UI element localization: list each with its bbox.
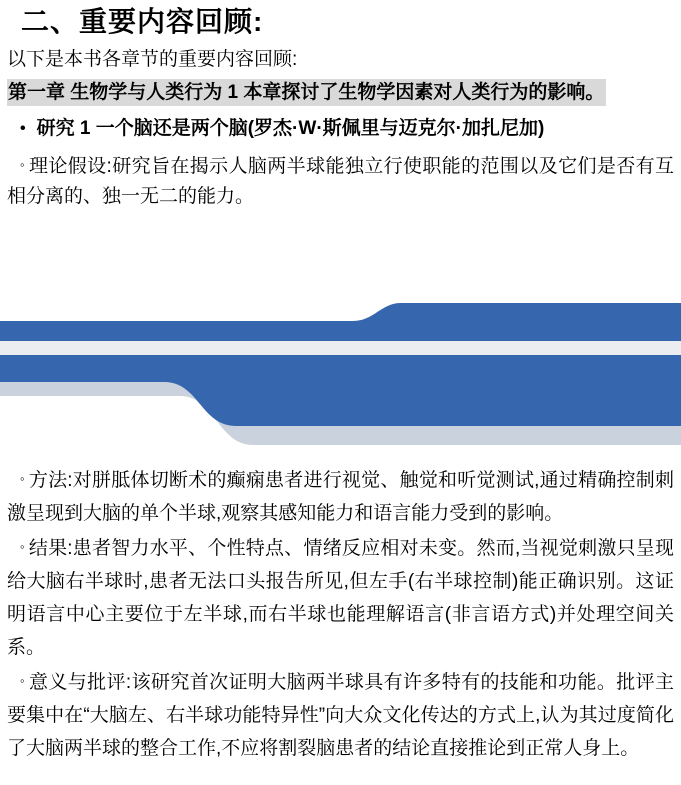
paragraph-result bbox=[7, 530, 674, 664]
ribbon-gap-band bbox=[0, 341, 681, 355]
paragraph-method-text: 方法:对胼胝体切断术的癫痫患者进行视觉、触觉和听觉测试,通过精确控制刺激呈现到大脑的单个半球,观察其感知能力和语言能力受到的影响。 bbox=[7, 470, 675, 524]
sub-bullet-circle-icon: ◦ bbox=[20, 157, 25, 172]
sub-bullet-circle-icon: ◦ bbox=[20, 673, 25, 688]
paragraph-result-text: 结果:患者智力水平、个性特点、情绪反应相对未变。然而,当视觉刺激只呈现给大脑右半球时,患者无法口头报告所见,但左手(右半球控制)能正确识别。这证明语言中心主要位于左半球,而右半球也能理解语言(非言语方式)并处理空间关系。 bbox=[7, 538, 675, 658]
bullet-disc-icon: • bbox=[20, 120, 26, 137]
chapter-title-highlight: 第一章 生物学与人类行为 1 本章探讨了生物学因素对人类行为的影响。 bbox=[7, 79, 606, 106]
study-title: 研究 1 一个脑还是两个脑(罗杰·W·斯佩里与迈克尔·加扎尼加) bbox=[36, 118, 545, 139]
paragraph-theory-text: 理论假设:研究旨在揭示人脑两半球能独立行使职能的范围以及它们是否有互相分离的、独一无二的能力。 bbox=[7, 156, 675, 207]
intro-line: 以下是本书各章节的重要内容回顾: bbox=[7, 49, 298, 70]
sub-bullet-circle-icon: ◦ bbox=[20, 539, 25, 554]
sub-bullet-circle-icon: ◦ bbox=[20, 471, 25, 486]
paragraph-theory bbox=[7, 150, 674, 212]
paragraph-method bbox=[7, 462, 674, 530]
review-body bbox=[7, 462, 674, 765]
chapter-title-line bbox=[7, 78, 674, 107]
study-bullet-line bbox=[7, 118, 674, 139]
paragraph-significance-text: 意义与批评:该研究首次证明大脑两半球具有许多特有的技能和功能。批评主要集中在“大脑左、右半球功能特异性”向大众文化传达的方式上,认为其过度简化了大脑两半球的整合工作,不应将割裂脑患者的结论直接推论到正常人身上。 bbox=[7, 672, 675, 759]
document-page bbox=[0, 6, 681, 785]
section-heading: 二、重要内容回顾: bbox=[21, 6, 264, 37]
paragraph-significance bbox=[7, 664, 674, 765]
decorative-ribbon-graphic bbox=[0, 302, 681, 445]
ribbon-top-band bbox=[0, 303, 681, 341]
